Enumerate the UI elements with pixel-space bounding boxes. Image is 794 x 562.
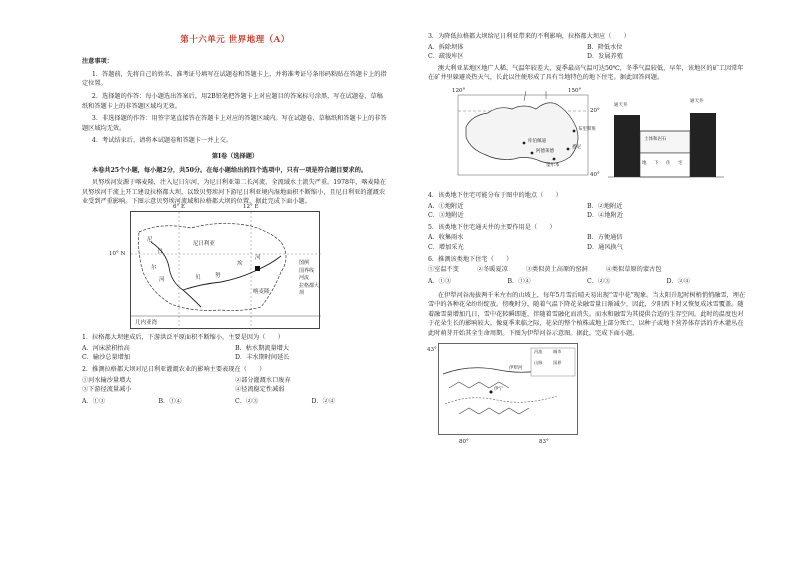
section-intro: 本卷共25个小题，每小题2分，共50分。在每小题给出的四个选项中，只有一项是符合题目要求的。 (91, 166, 368, 174)
item: ④径流稳定性减弱 (235, 386, 285, 394)
option: C．②③ (587, 277, 611, 285)
left-column (82, 30, 388, 408)
place-label-gulf: 几内亚湾 (135, 320, 158, 327)
legend-item: 城市 (553, 348, 562, 354)
option: B．降低水位 (587, 43, 623, 51)
australia-figure (428, 87, 746, 185)
option: B．方便通信 (587, 234, 623, 242)
item: ③下游径流量减小 (82, 386, 132, 394)
option: A．河床淤积抬高 (82, 344, 130, 352)
option: C．②③ (235, 397, 259, 405)
lon-label: 6° E (173, 204, 186, 211)
option: D．发展养殖 (587, 53, 623, 61)
question-6-options (428, 277, 746, 287)
option: A．①地附近 (428, 202, 464, 210)
map-legend (299, 260, 319, 298)
place-label: 墨尔本 (546, 163, 560, 169)
item: ①室温不变 (428, 266, 459, 274)
question-5-stem: 5．该类地下住宅通天井的主要作用是（ ） (428, 223, 556, 231)
place-label: 尔 (151, 265, 157, 272)
place-label: 阿德莱德 (536, 149, 554, 155)
place-label: 贝 (195, 275, 201, 282)
option: B．枯水期流量增大 (235, 344, 290, 352)
option: C．输沙总量增加 (82, 354, 131, 362)
legend-item: 拉格都大坝 (299, 282, 320, 297)
ili-map-drawing (439, 344, 579, 436)
legend-item: 国界线 (299, 267, 315, 274)
option: C．③地附近 (428, 212, 464, 220)
legend-item: 河流 (534, 348, 543, 354)
place-label-cameroon: 喀麦隆 (253, 289, 270, 296)
passage-ili: 在伊犁河谷海拔两千米左右的山坡上，每年5月雪后晴天易出现“雪中花”现象。当太阳升起时树梢悄悄融雪，埋在雪中的各种花朵纷纷绽放。傍晚时分，随着气温下降花朵融雪量日渐减少，因此，夕阳西下时又恢复成冰雪覆盖。随着融雪量增加几日，雪中花转瞬即逝，伴随着雪融化而消失。而水和融雪为其提供合适的生存空间。此时的温度也对于花朵生长的影响较大。像夏季来临之际，花朵的整个植株或地上部分死亡，以种子或地下营养体存活的乔木灌丛在此时萌芽开始其全生命周期。下图为伊犁河谷示意图。据此，完成下面小题。 (428, 291, 746, 337)
lon-label: 83° (539, 438, 549, 445)
legend-item: 国界 (553, 359, 562, 365)
place-label: 河 (255, 255, 261, 262)
place-label: 伊宁 (494, 386, 503, 392)
option: B．②地附近 (587, 202, 623, 210)
option: B．①④ (507, 277, 531, 285)
legend-item: 山脉 (534, 359, 543, 365)
notice-heading: 注意事项： (82, 58, 113, 66)
lon-label: 12° E (243, 204, 259, 211)
question-2-options (82, 397, 388, 407)
option: D．丰水期时间延长 (235, 354, 290, 362)
lat-label: 10° N (109, 251, 126, 258)
item: ④类似草原的蒙古包 (605, 266, 662, 274)
benue-map-drawing (131, 212, 321, 330)
house-label: 下 (654, 161, 659, 167)
item: ③类似黄土高原的窑洞 (525, 266, 588, 274)
house-label: 通天井 (614, 103, 628, 109)
option: A．收集雨水 (428, 234, 464, 242)
house-label: 土体和岩石 (644, 137, 667, 143)
option: B．①④ (158, 397, 182, 405)
notice-item: 4．考试结束后，请将本试题卷和答题卡一并上交。 (91, 137, 232, 145)
place-label: 尼 (147, 237, 153, 244)
house-label: 住 (666, 161, 671, 167)
question-4-options (428, 202, 746, 221)
question-3-stem: 3．为降低拉格都大坝给尼日利亚带来的不利影响，拉格都大坝应（ ） (428, 33, 630, 40)
passage-benue: 贝努埃河发源于喀麦隆，注入尼日尔河，为尼日利亚第二长河流，全流域水土流失严重。1978年，喀麦隆在贝努埃河干流上开工建设拉格都大坝，以致贝努埃河下游尼日利亚境内湿地面积不断缩小，且尼日利亚的灌溉农业受到严重影响。下图示意贝努埃河流域和拉格都大坝的位置。据此完成下面小题。 (82, 179, 387, 206)
option: A．①③ (82, 397, 106, 405)
question-4-stem: 4．该类地下住宅可能分布于图中的地点（ ） (428, 192, 562, 200)
place-label: 埃 (237, 261, 243, 268)
question-6-stem: 6．推测该类地下住宅（ ） (428, 255, 513, 263)
legend-item: 河流 (299, 275, 310, 282)
question-2-stem: 2．推测拉格都大坝对尼日利亚灌溉农业的影响主要表现在（ ） (82, 365, 266, 373)
question-5-options (428, 233, 746, 252)
lon-label: 150° (568, 88, 582, 95)
benue-river-map (109, 204, 320, 329)
place-label: 库伯佩迪 (528, 139, 546, 145)
lat-label: 40° (590, 172, 600, 179)
item: ①河水输沙量增大 (82, 376, 132, 384)
option: A．拆除坝体 (428, 43, 464, 51)
notice-item: 2．选择题的作答：每小题选出答案后，用2B铅笔把答题卡上对应题目的答案标号涂黑，写在试题卷、草稿纸和答题卡上的非答题区域均无效。 (82, 93, 383, 110)
ili-valley-map (427, 343, 578, 445)
page-title: 第十六单元 世界地理（A） (180, 35, 290, 45)
lat-label: 20° (590, 108, 600, 115)
lat-label: 43° (427, 346, 437, 353)
legend-title: 图例 (299, 260, 310, 267)
notice-item: 3．非选择题的作答：用签字笔直接答在答题卡上对应的答题区域内。写在试题卷、草稿纸和答题卡上的非答题区域均无效。 (82, 115, 387, 132)
question-3-options (428, 43, 746, 62)
option: D．④地附近 (587, 212, 623, 220)
option: A．①③ (428, 277, 452, 285)
place-label-nigeria: 尼日利亚 (193, 241, 216, 248)
house-label: 地 (642, 161, 647, 167)
option: D．②④ (311, 397, 336, 405)
place-label: 河 (159, 277, 165, 284)
question-1-options (82, 344, 388, 363)
lon-label: 120° (452, 88, 466, 95)
option: D．②④ (666, 277, 691, 285)
notice-item: 1．答题前，先将自己的姓名、准考证号填写在试题卷和答题卡上，并将准考证号条形码粘贴在答题卡上的指定位置。 (82, 70, 387, 88)
place-label: 布里斯班 (578, 127, 596, 133)
question-2-items (82, 376, 388, 395)
place-label: 伊犁河 (509, 365, 523, 371)
question-6-items (428, 265, 746, 275)
house-label: 宅 (678, 161, 683, 167)
section-title: 第Ⅰ卷（选择题） (211, 153, 259, 161)
question-1-stem: 1．拉格都大坝建成后，下游洪泛平原面积不断缩小，主要是因为（ ） (82, 334, 284, 342)
place-label: 悉尼 (572, 145, 581, 151)
house-label: 通天井 (690, 99, 704, 105)
lon-label: 80° (459, 438, 469, 445)
passage-australia: 澳大利亚某地区地广人稀，气温年较差大，夏季最高气温可达50℃，冬季气温较低，早年，该地区的矿工因常年在矿井里躲避炎热天气，长此以往便形成了具有当地特色的地下住宅。据此回答问题。 (428, 64, 744, 82)
option: C．增加采光 (428, 244, 464, 252)
option: D．通风换气 (587, 244, 623, 252)
option: C．疏浚库区 (428, 53, 464, 61)
right-column (427, 30, 746, 445)
item: ②部分灌溉水口废弃 (235, 376, 291, 384)
item: ②冬暖夏凉 (476, 266, 508, 274)
place-label: 日 (157, 249, 163, 256)
place-label: 努 (215, 273, 221, 280)
